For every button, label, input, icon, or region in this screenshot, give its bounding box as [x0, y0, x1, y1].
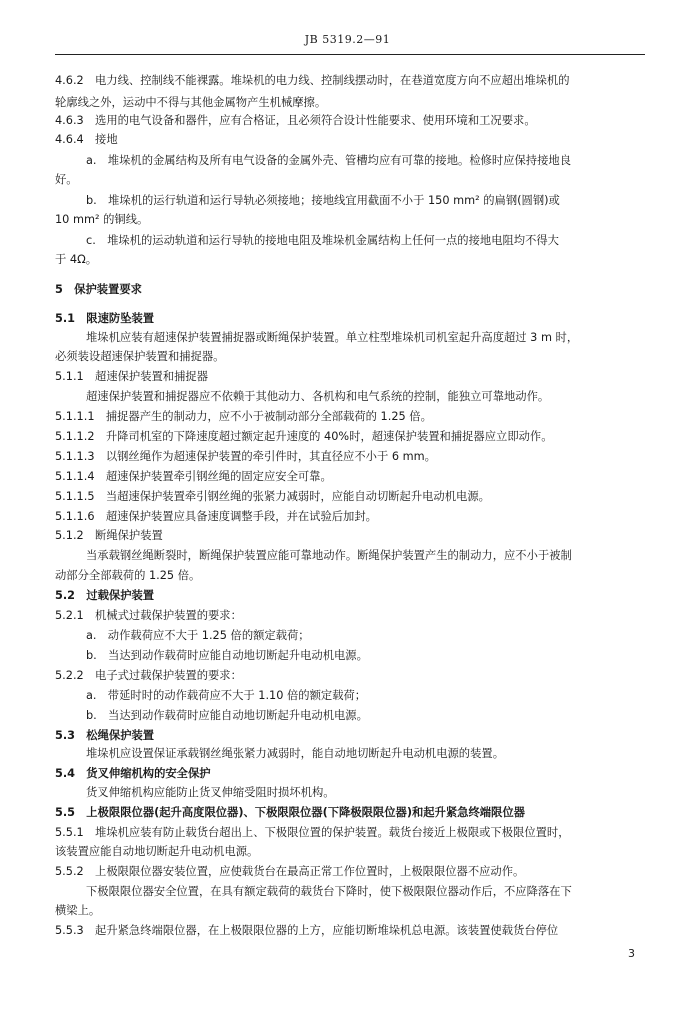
section-heading: 5.2 过载保护装置: [55, 589, 155, 602]
text-line: b. 当达到动作载荷时应能自动地切断起升电动机电源。: [86, 649, 368, 662]
section-heading: 5.5 上极限限位器(起升高度限位器)、下极限限位器(下降极限限位器)和起升紧急终端限位器: [55, 806, 525, 819]
text-line: c. 堆垛机的运动轨道和运行导轨的接地电阻及堆垛机金属结构上任何一点的接地电阻均不得大: [86, 234, 559, 247]
text-line: 5.1.1.2 升降司机室的下降速度超过额定起升速度的 40%时，超速保护装置和捕捉器应立即动作。: [55, 430, 553, 443]
standard-header: JB 5319.2—91: [304, 33, 391, 46]
text-line: 5.1.1.3 以钢丝绳作为超速保护装置的牵引件时，其直径应不小于 6 mm。: [55, 450, 436, 463]
text-line: 10 mm² 的铜线。: [55, 213, 149, 226]
text-line: 横梁上。: [55, 904, 101, 917]
text-line: 堆垛机应装有超速保护装置捕捉器或断绳保护装置。单立柱型堆垛机司机室起升高度超过 3 m 时，: [86, 331, 579, 344]
text-line: 4.6.4 接地: [55, 133, 118, 146]
text-line: 4.6.2 电力线、控制线不能裸露。堆垛机的电力线、控制线摆动时，在巷道宽度方向不应超出堆垛机的: [55, 74, 570, 87]
text-line: 5.1.1.4 超速保护装置牵引钢丝绳的固定应安全可靠。: [55, 470, 332, 483]
text-line: 于 4Ω。: [55, 253, 98, 266]
text-line: 5.1.1.6 超速保护装置应具备速度调整手段，并在试验后加封。: [55, 510, 377, 523]
header-rule: [55, 54, 645, 55]
section-heading: 5.3 松绳保护装置: [55, 729, 155, 742]
text-line: b. 堆垛机的运行轨道和运行导轨必须接地；接地线宜用截面不小于 150 mm² 的扁钢(圆钢)或: [86, 194, 560, 207]
text-line: 该装置应能自动地切断起升电动机电源。: [55, 845, 259, 858]
text-line: 下极限限位器安全位置，在具有额定载荷的载货台下降时，使下极限限位器动作后，不应降落在下: [86, 885, 572, 898]
text-line: 5.1.2 断绳保护装置: [55, 529, 163, 542]
section-heading: 5.1 限速防坠装置: [55, 312, 155, 325]
text-line: 5.2.1 机械式过载保护装置的要求：: [55, 609, 242, 622]
text-line: 5.5.3 起升紧急终端限位器，在上极限限位器的上方，应能切断堆垛机总电源。该装置使载货台停位: [55, 924, 559, 937]
text-line: 4.6.3 选用的电气设备和器件，应有合格证，且必须符合设计性能要求、使用环境和工况要求。: [55, 114, 536, 127]
text-line: 5.1.1.5 当超速保护装置牵引钢丝绳的张紧力减弱时，应能自动切断起升电动机电源。: [55, 490, 490, 503]
text-line: 必须装设超速保护装置和捕捉器。: [55, 350, 225, 363]
text-line: 5.5.1 堆垛机应装有防止载货台超出上、下极限位置的保护装置。载货台接近上极限或下极限位置时，: [55, 826, 570, 839]
text-line: b. 当达到动作载荷时应能自动地切断起升电动机电源。: [86, 709, 368, 722]
text-line: 轮廓线之外，运动中不得与其他金属物产生机械摩擦。: [55, 96, 327, 109]
text-line: 5.5.2 上极限限位器安装位置，应使载货台在最高正常工作位置时，上极限限位器不应动作。: [55, 865, 525, 878]
text-line: a. 动作载荷应不大于 1.25 倍的额定载荷；: [86, 629, 310, 642]
text-line: 动部分全部载荷的 1.25 倍。: [55, 569, 201, 582]
text-line: 5.2.2 电子式过载保护装置的要求：: [55, 669, 242, 682]
text-line: 5.1.1 超速保护装置和捕捉器: [55, 370, 209, 383]
text-line: 堆垛机应设置保证承载钢丝绳张紧力减弱时，能自动地切断起升电动机电源的装置。: [86, 747, 504, 760]
section-heading: 5 保护装置要求: [55, 283, 142, 296]
text-line: 超速保护装置和捕捉器应不依赖于其他动力、各机构和电气系统的控制，能独立可靠地动作。: [86, 390, 550, 403]
text-line: 当承载钢丝绳断裂时，断绳保护装置应能可靠地动作。断绳保护装置产生的制动力，应不小于被制: [86, 549, 572, 562]
text-line: a. 带延时时的动作载荷应不大于 1.10 倍的额定载荷；: [86, 689, 367, 702]
section-heading: 5.4 货叉伸缩机构的安全保护: [55, 767, 211, 780]
text-line: a. 堆垛机的金属结构及所有电气设备的金属外壳、管槽均应有可靠的接地。检修时应保持接地良: [86, 154, 571, 167]
text-line: 5.1.1.1 捕捉器产生的制动力，应不小于被制动部分全部载荷的 1.25 倍。: [55, 410, 432, 423]
text-line: 好。: [55, 173, 78, 186]
text-line: 货叉伸缩机构应能防止货叉伸缩受阻时损坏机构。: [86, 786, 335, 799]
page-number: 3: [628, 947, 635, 960]
